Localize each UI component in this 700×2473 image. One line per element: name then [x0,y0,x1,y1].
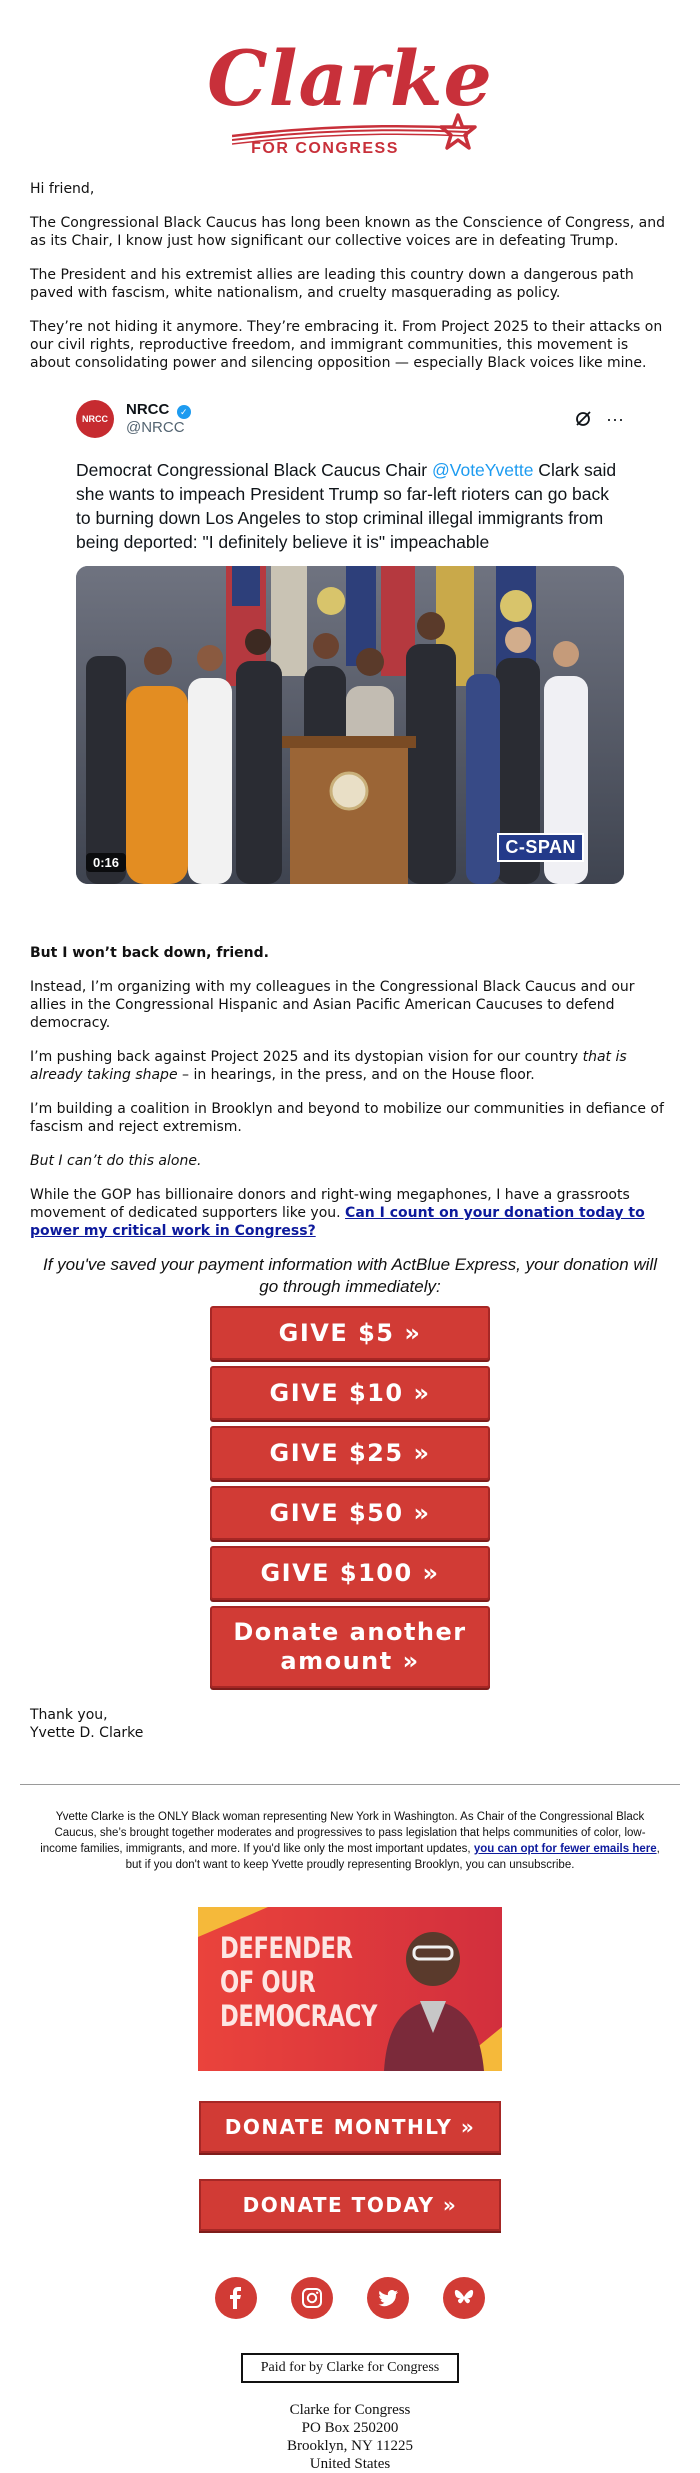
tweet-header [76,394,624,444]
text-emphasis: that is already taking shape [30,1049,627,1083]
banner-text [220,1931,377,2033]
social-links [0,2277,700,2319]
paragraph: The President and his extremist allies are leading this country down a dangerous path paved with fascism, white nationalism, and cruelty masquerading as policy. [30,267,634,301]
give-5-button[interactable]: GIVE $5 » [210,1306,490,1360]
paragraph [30,1048,670,1084]
donate-monthly-button[interactable]: DONATE MONTHLY » [199,2101,501,2153]
paragraph: Instead, I’m organizing with my colleagues in the Congressional Black Caucus and our allies in the Congressional Hispanic and Asian Pacific American Caucuses to defend democracy. [30,979,635,1031]
donate-other-amount-button[interactable]: Donate another amount » [210,1606,490,1688]
address-line: United States [309,2456,391,2472]
paragraph-italic: But I can’t do this alone. [30,1153,202,1169]
tweet-video[interactable] [76,566,624,884]
signoff [0,1706,700,1742]
donate-today-button[interactable]: DONATE TODAY » [199,2179,501,2231]
bluesky-icon[interactable] [443,2277,485,2319]
logo-name: Clarke [207,34,493,123]
paragraph [30,1186,670,1240]
logo-subtitle: FOR CONGRESS [251,140,399,157]
greeting: Hi friend, [30,181,95,197]
fewer-emails-link[interactable]: you can opt for fewer emails here [473,1843,657,1855]
cspan-logo: C-SPAN [497,833,584,862]
signoff-name: Yvette D. Clarke [30,1725,144,1741]
video-duration: 0:16 [86,853,126,872]
paid-for-disclaimer: Paid for by Clarke for Congress [241,2353,459,2383]
twitter-icon[interactable] [367,2277,409,2319]
tweet-text [76,458,624,554]
actblue-note: If you've saved your payment information with ActBlue Express, your donation will go through immediately: [43,1255,657,1296]
banner-line: DEFENDER [220,1931,353,1965]
tweet-author-name[interactable]: NRCC [126,401,170,418]
paragraph: They’re not hiding it anymore. They’re embracing it. From Project 2025 to their attacks on our civil rights, reproductive freedom, and immigrant communities, this movement is about consolidating power and silencing opposition — especially Black voices like mine. [30,319,663,371]
facebook-icon[interactable] [215,2277,257,2319]
text: Yvette Clarke is the ONLY Black woman representing New York in Washington. As Chair of the Congressional Black Caucus, she’s brought together moderates and progressives to pass legislation that helps communities of color, low-income families, immigrants, and more. If you'd like only the most important updates, [40,1811,646,1855]
tweet-text-start: Democrat Congressional Black Caucus Chair [76,460,432,480]
give-50-button[interactable]: GIVE $50 » [210,1486,490,1540]
verified-icon: ✓ [177,405,191,419]
avatar-text: NRCC [82,414,108,424]
give-25-button[interactable]: GIVE $25 » [210,1426,490,1480]
give-100-button[interactable]: GIVE $100 » [210,1546,490,1600]
paragraph: I’m building a coalition in Brooklyn and beyond to mobilize our communities in defiance of fascism and reject extremism. [30,1101,664,1135]
footer-divider [20,1784,680,1785]
signoff-thanks: Thank you, [30,1707,108,1723]
banner-line: DEMOCRACY [220,1999,377,2033]
footer-note [40,1809,660,1873]
address-line: PO Box 250200 [301,2420,399,2436]
defender-banner[interactable] [198,1907,502,2071]
star-icon [438,112,478,152]
grok-icon[interactable] [574,410,592,428]
campaign-logo [0,0,700,180]
tweet-author-handle[interactable]: @NRCC [126,419,185,436]
nrcc-avatar[interactable] [76,400,114,438]
donate-button-stack [0,1306,700,1688]
instagram-icon[interactable] [291,2277,333,2319]
letter-body [0,944,700,1240]
tweet-text-end: Clark said she wants to impeach President Trump so far-left rioters can go back to burning down Los Angeles to stop criminal illegal immigrants from being deported: "I definitely believe it is" impeachable [76,460,617,552]
text: – in hearings, in the press, and on the House floor. [177,1067,535,1083]
give-10-button[interactable]: GIVE $10 » [210,1366,490,1420]
more-options-icon[interactable]: ··· [606,408,624,429]
text: While the GOP has billionaire donors and right-wing megaphones, I have a grassroots movement of dedicated supporters like you. [30,1187,630,1221]
paragraph-bold: But I won’t back down, friend. [30,945,269,961]
address-line: Clarke for Congress [289,2402,411,2418]
embedded-tweet[interactable] [48,394,652,884]
banner-line: OF OUR [220,1965,316,1999]
donation-link[interactable]: Can I count on your donation today to power my critical work in Congress? [30,1205,645,1239]
address-line: Brooklyn, NY 11225 [287,2438,413,2454]
paragraph: The Congressional Black Caucus has long been known as the Conscience of Congress, and as its Chair, I know just how significant our collective voices are in defeating Trump. [30,215,665,249]
tweet-mention-link[interactable]: @VoteYvette [431,460,534,480]
mailing-address [0,2401,700,2473]
text: I’m pushing back against Project 2025 and its dystopian vision for our country [30,1049,583,1065]
text: , but if you don't want to keep Yvette proudly representing Brooklyn, you can unsubscribe. [125,1843,660,1871]
letter-intro [0,180,700,372]
